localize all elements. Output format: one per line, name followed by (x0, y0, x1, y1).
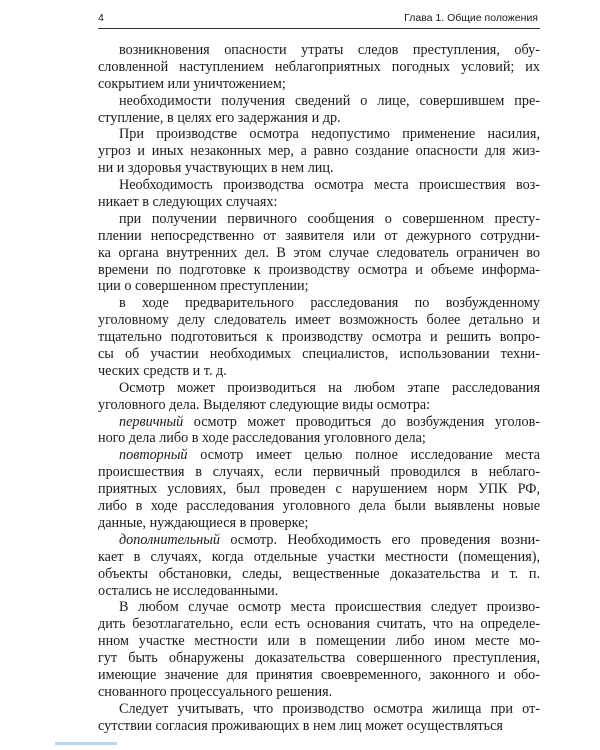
text-line: словленной наступлением неблагоприятных погодных условий; их (98, 58, 540, 75)
paragraph (98, 414, 540, 448)
text-line: ции о совершенном преступлении; (98, 278, 309, 295)
text-line: приятных условиях, был проведен с нарушением норм УПК РФ, (98, 481, 540, 498)
text-line: ни и здоровья участвующих в нем лиц. (98, 160, 334, 177)
text-line: Необходимость производства осмотра места происшествия воз- (119, 177, 540, 194)
text-line: Следует учитывать, что производство осмотра жилища при от- (119, 700, 540, 717)
text-line: При производстве осмотра недопустимо применение насилия, (119, 126, 540, 143)
text-line: возникновения опасности утраты следов преступления, обу- (119, 42, 540, 58)
text-line: никает в следующих случаях: (98, 194, 278, 211)
term-italic: первичный (119, 413, 184, 430)
paragraph (98, 380, 540, 414)
text-line: времени по подготовке к производству осмотра и объеме информа- (98, 261, 540, 278)
bottom-edge-mark (55, 742, 117, 745)
text-line: сокрытием или уничтожением; (98, 75, 286, 92)
paragraph (98, 211, 540, 295)
text-line: происшествия в случаях, если первичный проводился в неблаго- (98, 464, 540, 481)
text-run: осмотр имеет целью полное исследование места (187, 447, 540, 464)
paragraph (98, 599, 540, 700)
text-line: Осмотр может производиться на любом этапе расследования (119, 379, 540, 396)
text-line: в ходе предварительного расследования по возбужденному (119, 295, 540, 312)
text-run: осмотр может проводиться до возбуждения уголов- (183, 413, 540, 430)
paragraph (98, 93, 540, 127)
chapter-title: Глава 1. Общие положения (404, 12, 538, 24)
text-line: сы об участии необходимых специалистов, использовании техни- (98, 346, 540, 363)
text-line: снованного процессуального решения. (98, 683, 333, 700)
paragraph (98, 532, 540, 600)
paragraph (98, 447, 540, 531)
text-line: ка органа внутренних дел. В этом случае следователь ограничен во (98, 244, 540, 261)
text-line: кает в случаях, когда отдельные участки местности (помещения), (98, 548, 540, 565)
page-number: 4 (98, 12, 104, 24)
paragraph (98, 177, 540, 211)
text-line: дить безотлагательно, если есть основания считать, что на определе- (98, 616, 540, 633)
body-text (98, 42, 540, 735)
text-line: плении непосредственно от заявителя или от дежурного сотрудни- (98, 227, 540, 244)
header-rule (98, 28, 540, 29)
term-italic: дополнительный (119, 531, 220, 548)
text-line: тщательно подготовиться к производству осмотра и решить вопро- (98, 329, 540, 346)
text-line: ступление, в целях его задержания и др. (98, 109, 341, 126)
text-line: гут быть обнаружены доказательства совершенного преступления, (98, 650, 540, 667)
text-line: данные, нуждающиеся в проверке; (98, 514, 309, 531)
text-line: при получении первичного сообщения о совершенном престу- (119, 210, 540, 227)
text-line: ческих средств и т. д. (98, 362, 227, 379)
text-line: необходимости получения сведений о лице, совершившем пре- (119, 92, 540, 109)
text-line: объекты обстановки, следы, вещественные доказательства и т. п. (98, 565, 540, 582)
text-run: осмотр. Необходимость его проведения возни- (220, 531, 540, 548)
running-header (98, 12, 538, 28)
text-line: угроз и иных незаконных мер, а равно создание опасности для жиз- (98, 143, 540, 160)
paragraph (98, 126, 540, 177)
paragraph (98, 295, 540, 379)
text-line (98, 414, 540, 431)
text-line: сутствии согласия проживающих в нем лиц может осуществляться (98, 717, 503, 734)
paragraph (98, 42, 540, 93)
text-line: ного дела либо в ходе расследования уголовного дела; (98, 430, 426, 447)
text-line (98, 447, 540, 464)
term-italic: повторный (119, 447, 188, 464)
text-line: уголовного дела. Выделяют следующие виды осмотра: (98, 396, 431, 413)
paragraph (98, 701, 540, 735)
text-line: либо в ходе расследования уголовного дела были выявлены новые (98, 498, 540, 515)
text-line: нном участке местности или в помещении либо ином месте мо- (98, 633, 540, 650)
text-line: уголовному делу следователь имеет возможность более детально и (98, 312, 540, 329)
text-line (98, 532, 540, 549)
text-line: В любом случае осмотр места происшествия следует произво- (119, 599, 540, 616)
text-line: остались не исследованными. (98, 582, 279, 599)
text-line: имеющие значение для принятия своевременного, законного и обо- (98, 666, 540, 683)
